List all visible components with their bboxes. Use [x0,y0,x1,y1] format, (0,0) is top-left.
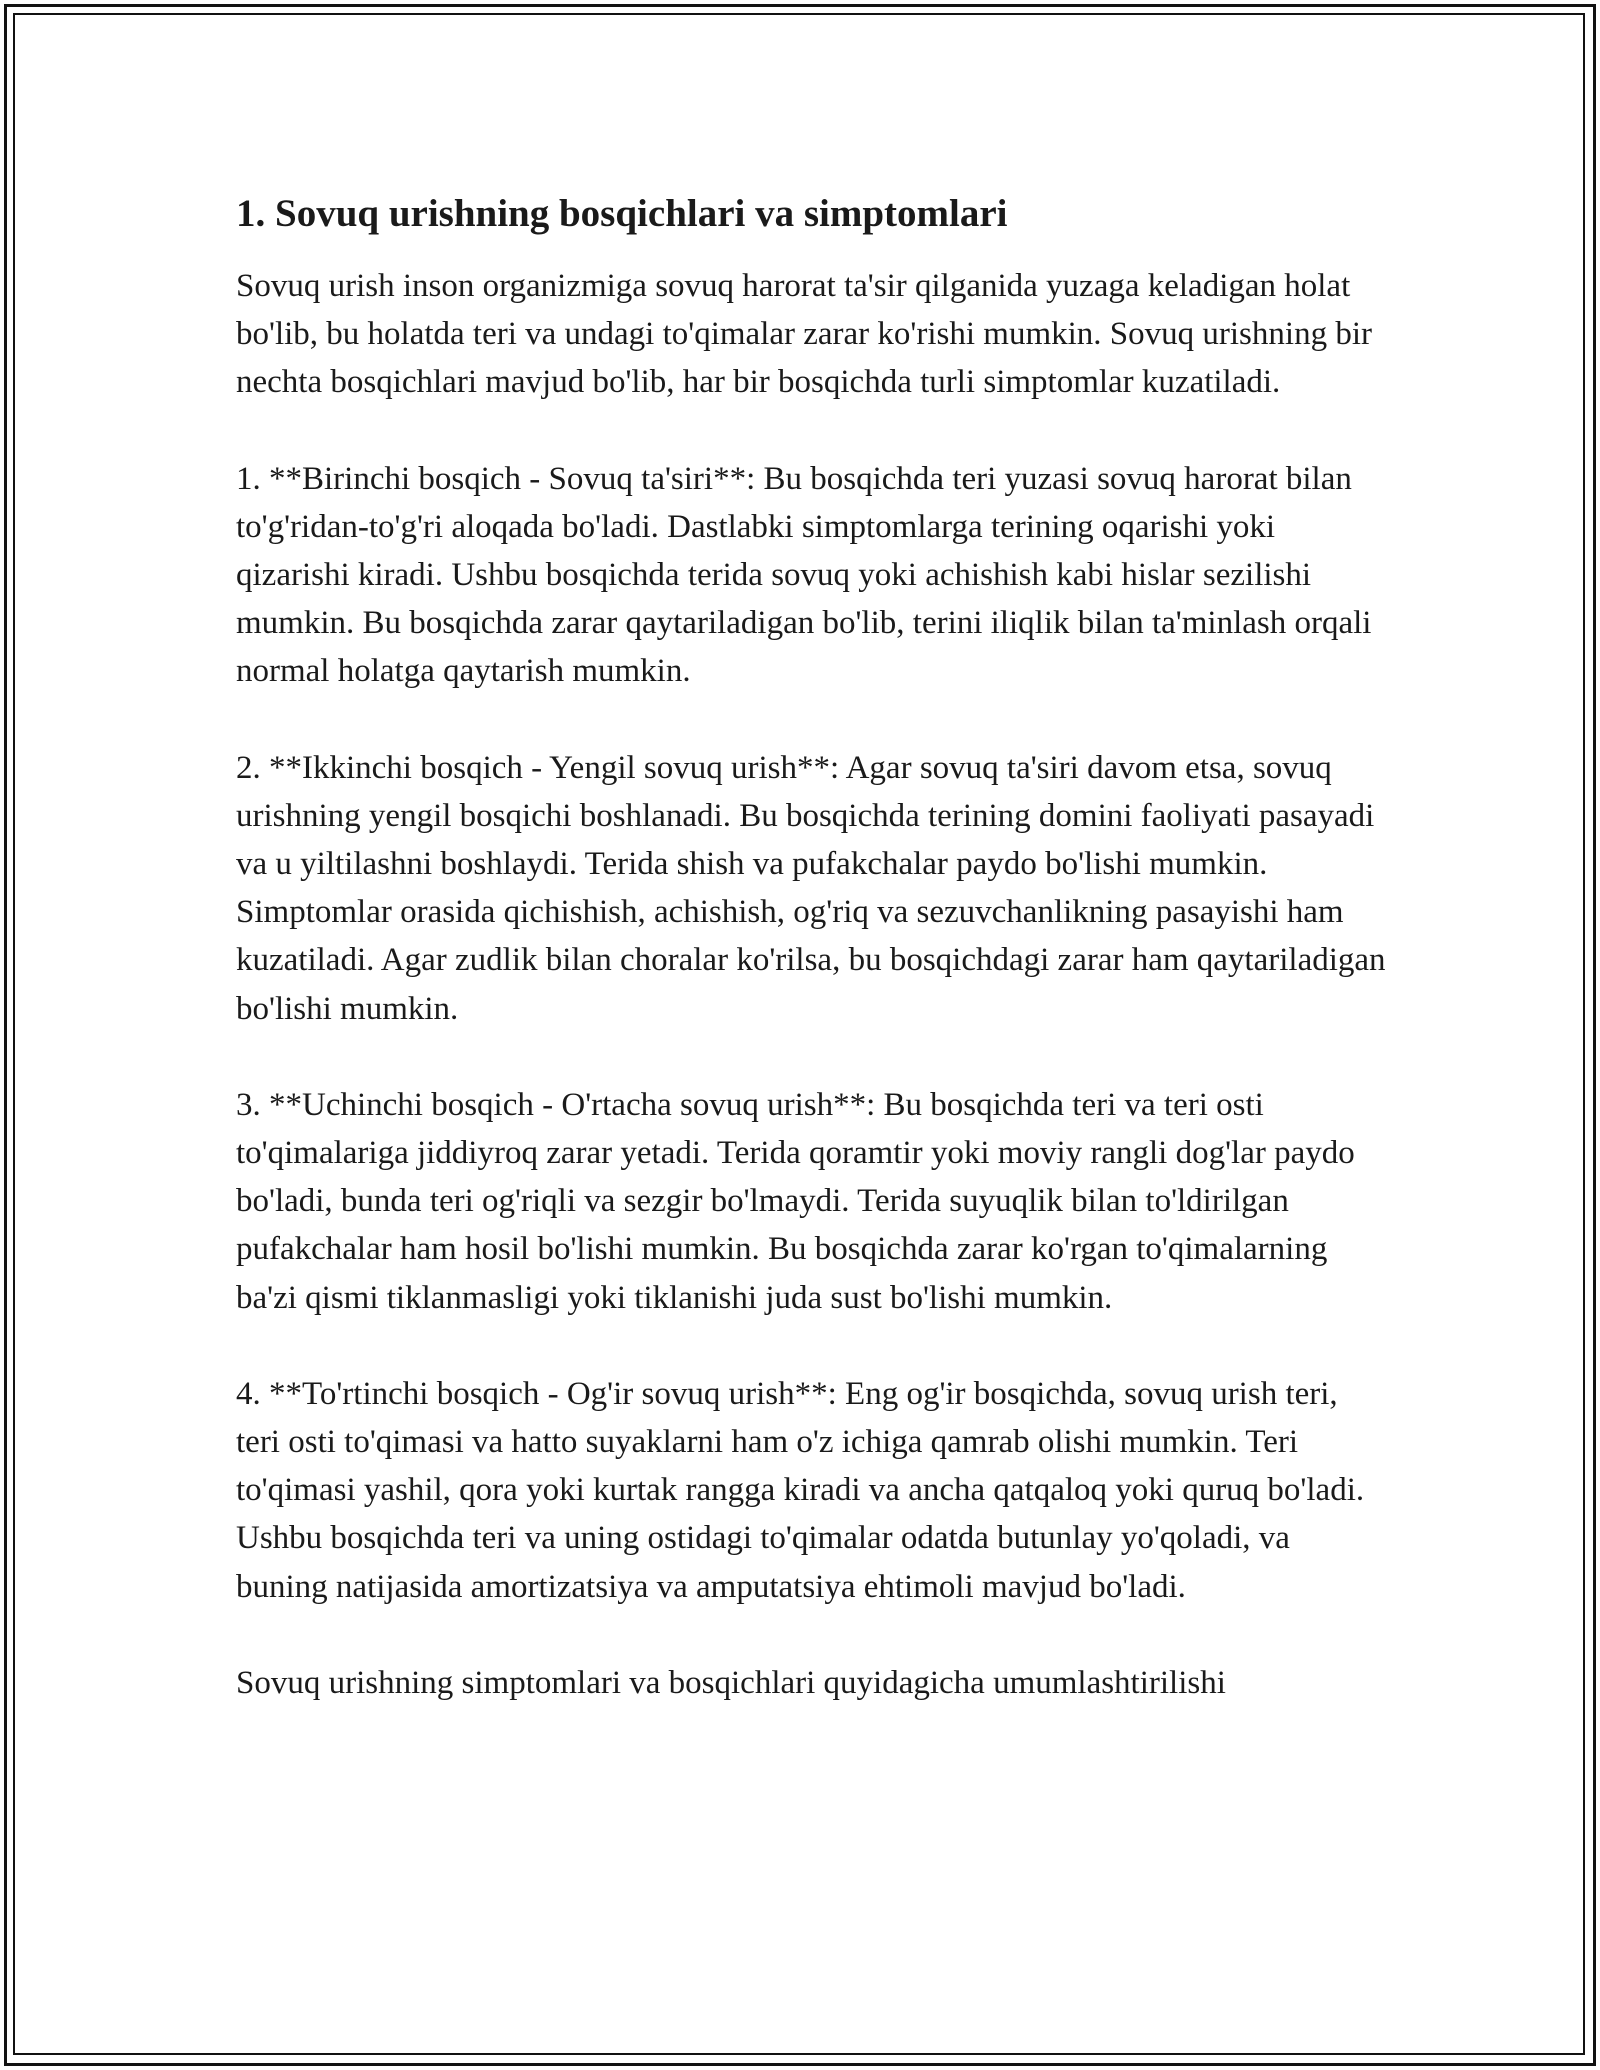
paragraph-summary: Sovuq urishning simptomlari va bosqichlari quyidagicha umumlashtirilishi [236,1664,1226,1701]
paragraph-stage-1: 1. **Birinchi bosqich - Sovuq ta'siri**: Bu bosqichda teri yuzasi sovuq harorat bilan to'g'ridan-to'g'ri aloqada bo'ladi. Dastlabki simptomlarga terining oqarishi yoki qizarishi kiradi. Ushbu bosqichda terida sovuq yoki achishish kabi hislar sezilishi mumkin. Bu bosqichda zarar qaytariladigan bo'lib, terini iliqlik bilan ta'minlash orqali normal holatga qaytarish mumkin. [236,460,1372,690]
paragraph-stage-4: 4. **To'rtinchi bosqich - Og'ir sovuq urish**: Eng og'ir bosqichda, sovuq urish teri, teri osti to'qimasi va hatto suyaklarni ham o'z ichiga qamrab olishi mumkin. Teri to'qimasi yashil, qora yoki kurtak rangga kiradi va ancha qatqaloq yoki quruq bo'ladi. Ushbu bosqichda teri va uning ostidagi to'qimalar odatda butunlay yo'qoladi, va buning natijasida amortizatsiya va amputatsiya ehtimoli mavjud bo'ladi. [236,1375,1365,1605]
paragraph-stage-3: 3. **Uchinchi bosqich - O'rtacha sovuq urish**: Bu bosqichda teri va teri osti to'qimalariga jiddiyroq zarar yetadi. Terida qoramtir yoki moviy rangli dog'lar paydo bo'ladi, bunda teri og'riqli va sezgir bo'lmaydi. Terida suyuqlik bilan to'ldirilgan pufakchalar ham hosil bo'lishi mumkin. Bu bosqichda zarar ko'rgan to'qimalarning ba'zi qismi tiklanmasligi yoki tiklanishi juda sust bo'lishi mumkin. [236,1086,1355,1316]
paragraph-intro: Sovuq urish inson organizmiga sovuq harorat ta'sir qilganida yuzaga keladigan holat bo'lib, bu holatda teri va undagi to'qimalar zarar ko'rishi mumkin. Sovuq urishning bir nechta bosqichlari mavjud bo'lib, har bir bosqichda turli simptomlar kuzatiladi. [236,268,1372,401]
document-heading: 1. Sovuq urishning bosqichlari va simptomlari [236,192,1008,235]
document-page [236,190,1386,1707]
paragraph-stage-2: 2. **Ikkinchi bosqich - Yengil sovuq urish**: Agar sovuq ta'siri davom etsa, sovuq urishning yengil bosqichi boshlanadi. Bu bosqichda terining domini faoliyati pasayadi va u yiltilashni boshlaydi. Terida shish va pufakchalar paydo bo'lishi mumkin. Simptomlar orasida qichishish, achishish, og'riq va sezuvchanlikning pasayishi ham kuzatiladi. Agar zudlik bilan choralar ko'rilsa, bu bosqichdagi zarar ham qaytariladigan bo'lishi mumkin. [236,749,1386,1027]
